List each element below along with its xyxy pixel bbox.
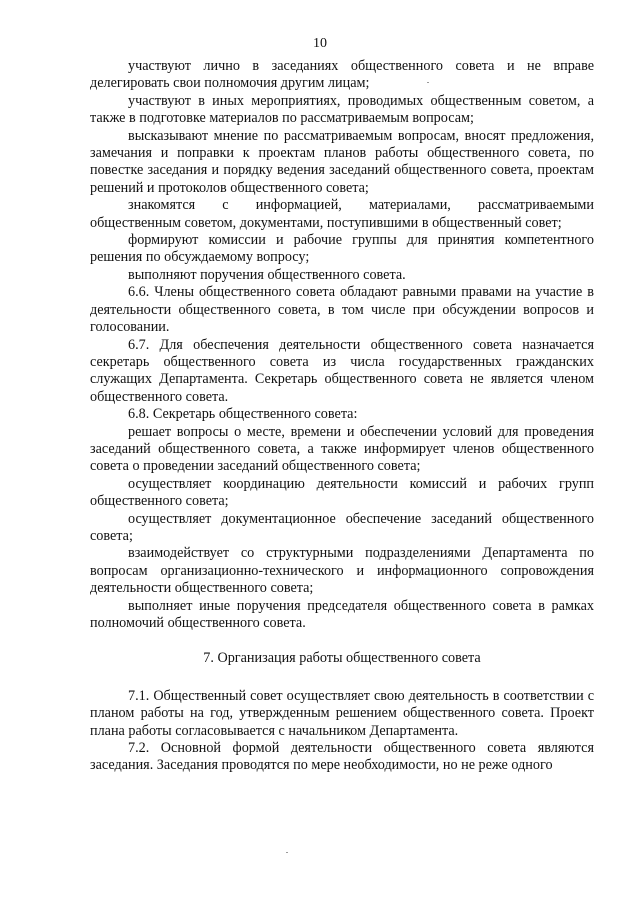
paragraph-secretary-coordination: осуществляет координацию деятельности комиссий и рабочих групп общественного совета; (90, 475, 594, 510)
paragraph-secretary-documentation: осуществляет документационное обеспечение заседаний общественного совета; (90, 510, 594, 544)
paragraph-members-attend: участвуют лично в заседаниях общественного совета и не вправе делегировать свои полномочия другим лицам; (90, 58, 594, 92)
document-body (90, 58, 594, 775)
paragraph-7-1: 7.1. Общественный совет осуществляет свою деятельность в соответствии с планом работы на год, утвержденным решением общественного совета. Проект плана работы согласовывается с начальником Департамента. (90, 687, 594, 739)
paragraph-7-2: 7.2. Основной формой деятельности общественного совета являются заседания. Заседания проводятся по мере необходимости, но не реже одного (90, 740, 594, 774)
paragraph-members-events: участвуют в иных мероприятиях, проводимых общественным советом, а также в подготовке материалов по рассматриваемым вопросам; (90, 92, 594, 127)
section-heading: 7. Организация работы общественного совета (203, 650, 481, 667)
paragraph-members-assignments: выполняют поручения общественного совета. (128, 266, 406, 283)
paragraph-secretary-meetings: решает вопросы о месте, времени и обеспечении условий для проведения заседаний общественного совета, а также информирует членов общественного совета о проведении заседаний общественного совета; (90, 423, 594, 475)
paragraph-6-6: 6.6. Члены общественного совета обладают равными правами на участие в деятельности общественного совета, в том числе при обсуждении вопросов и голосовании. (90, 284, 594, 336)
scan-speck (286, 852, 288, 853)
paragraph-members-commissions: формируют комиссии и рабочие группы для принятия компетентного решения по обсуждаемому вопросу; (90, 232, 594, 266)
paragraph-secretary-interaction: взаимодействует со структурными подразделениями Департамента по вопросам организационно-технического и информационного сопровождения деятельности общественного совета; (90, 545, 594, 597)
paragraph-6-7: 6.7. Для обеспечения деятельности общественного совета назначается секретарь общественного совета из числа государственных гражданских служащих Департамента. Секретарь общественного совета не является членом общественного совета. (90, 336, 594, 405)
paragraph-members-information: знакомятся с информацией, материалами, рассматриваемыми общественным советом, документами, поступившими в общественный совет; (90, 197, 594, 231)
scan-speck (427, 82, 429, 83)
page-number: 10 (313, 36, 327, 51)
paragraph-secretary-other: выполняет иные поручения председателя общественного совета в рамках полномочий общественного совета. (90, 597, 594, 631)
paragraph-6-8: 6.8. Секретарь общественного совета: (128, 406, 358, 423)
paragraph-members-opinion: высказывают мнение по рассматриваемым вопросам, вносят предложения, замечания и поправки к проектам планов работы общественного совета, по повестке заседания и порядку ведения заседаний общественного совета, проектам решений и протоколов общественного совета; (90, 127, 594, 196)
